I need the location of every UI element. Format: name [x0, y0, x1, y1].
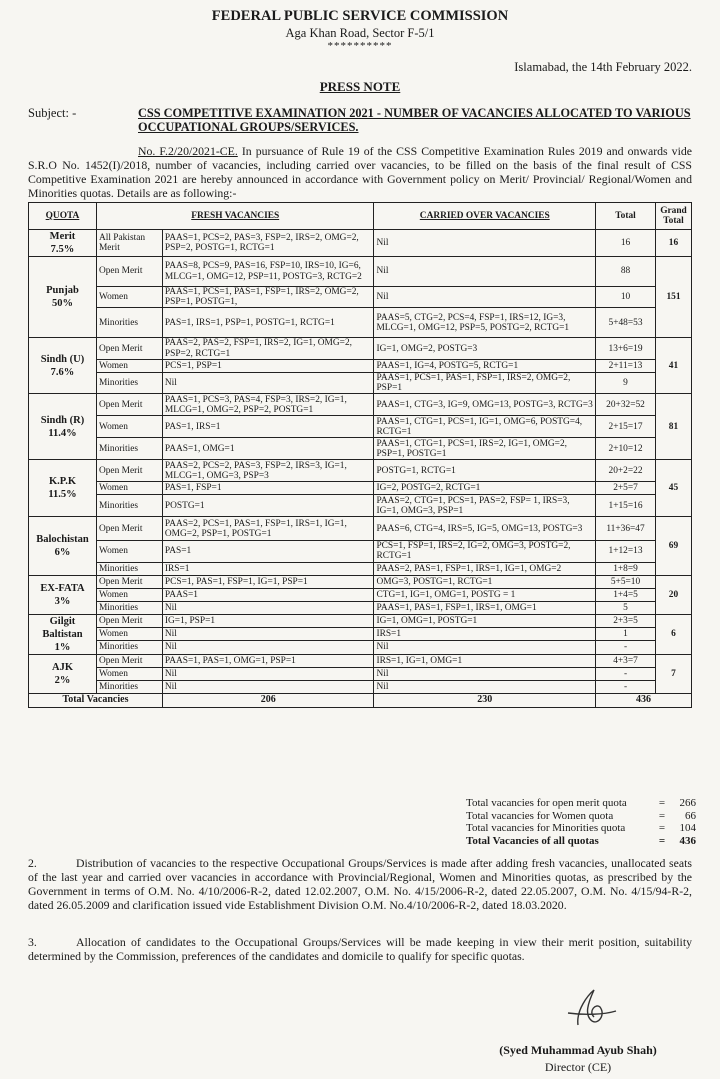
- total-cell: 1+8=9: [596, 562, 656, 575]
- grand-total-cell: 81: [655, 394, 691, 460]
- quota-percent: 50%: [51, 298, 73, 310]
- total-cell: 5: [596, 601, 656, 614]
- carried-vacancies-cell: PAAS=1, IG=4, POSTG=5, RCTG=1: [374, 359, 596, 372]
- quota-name: EX-FATA: [40, 582, 85, 594]
- quota-cell: [29, 575, 97, 614]
- totals-grand: 436: [596, 693, 692, 707]
- quota-cell: [29, 257, 97, 338]
- category-cell: Women: [96, 416, 162, 438]
- total-cell: 2+5=7: [596, 482, 656, 495]
- total-cell: -: [596, 680, 656, 693]
- table-row: [29, 230, 692, 257]
- total-cell: 88: [596, 257, 656, 287]
- quota-name: Balochistan: [36, 533, 89, 545]
- summary-row: [466, 810, 696, 823]
- total-cell: 1+15=16: [596, 495, 656, 517]
- table-row: [29, 495, 692, 517]
- total-cell: 11+36=47: [596, 517, 656, 541]
- carried-vacancies-cell: Nil: [374, 680, 596, 693]
- fresh-vacancies-cell: PAAS=2, PAS=2, FSP=1, IRS=2, IG=1, OMG=2, PSP=2, RCTG=1: [162, 338, 374, 359]
- header-quota: QUOTA: [29, 203, 97, 230]
- table-row: [29, 394, 692, 416]
- table-row: [29, 416, 692, 438]
- quota-name: Merit: [49, 231, 76, 242]
- fresh-vacancies-cell: Nil: [162, 601, 374, 614]
- fresh-vacancies-cell: PAS=1, IRS=1, PSP=1, POSTG=1, RCTG=1: [162, 308, 374, 338]
- total-cell: 20+32=52: [596, 394, 656, 416]
- fresh-vacancies-cell: Nil: [162, 641, 374, 654]
- fresh-vacancies-cell: Nil: [162, 680, 374, 693]
- total-cell: 2+15=17: [596, 416, 656, 438]
- category-cell: Minorities: [96, 495, 162, 517]
- fresh-vacancies-cell: Nil: [162, 372, 374, 393]
- table-row: [29, 482, 692, 495]
- quota-percent: 11.4%: [48, 427, 77, 439]
- category-cell: Minorities: [96, 372, 162, 393]
- fresh-vacancies-cell: PAS=1, FSP=1: [162, 482, 374, 495]
- carried-vacancies-cell: IRS=1: [374, 627, 596, 640]
- table-row: [29, 460, 692, 482]
- category-cell: Women: [96, 482, 162, 495]
- category-cell: Minorities: [96, 641, 162, 654]
- org-address: Aga Khan Road, Sector F-5/1: [285, 26, 435, 40]
- fresh-vacancies-cell: IRS=1: [162, 562, 374, 575]
- table-row: [29, 517, 692, 541]
- fresh-vacancies-cell: PAAS=1, OMG=1: [162, 438, 374, 460]
- fresh-vacancies-cell: PAAS=8, PCS=9, PAS=16, FSP=10, IRS=10, IG=6, MLCG=1, OMG=12, PSP=11, POSTG=3, RCTG=2: [162, 257, 374, 287]
- totals-row: [29, 693, 692, 707]
- table-row: [29, 562, 692, 575]
- fresh-vacancies-cell: PAAS=1, PAS=1, OMG=1, PSP=1: [162, 654, 374, 667]
- total-cell: 10: [596, 287, 656, 308]
- carried-vacancies-cell: PAAS=1, PCS=1, PAS=1, FSP=1, IRS=2, OMG=2, PSP=1: [374, 372, 596, 393]
- fresh-vacancies-cell: PAAS=1, PCS=3, PAS=4, FSP=3, IRS=2, IG=1, MLCG=1, OMG=2, PSP=2, POSTG=1: [162, 394, 374, 416]
- category-cell: Minorities: [96, 562, 162, 575]
- category-cell: Minorities: [96, 308, 162, 338]
- issue-date: Islamabad, the 14th February 2022.: [514, 60, 692, 74]
- fresh-vacancies-cell: PAAS=1: [162, 588, 374, 601]
- summary-label: Total vacancies for Women quota: [466, 809, 614, 822]
- fresh-vacancies-cell: PAAS=1, PCS=2, PAS=3, FSP=2, IRS=2, OMG=2, PSP=2, POSTG=1, RCTG=1: [162, 230, 374, 257]
- table-row: [29, 438, 692, 460]
- category-cell: Women: [96, 541, 162, 562]
- table-row: [29, 588, 692, 601]
- category-cell: Minorities: [96, 601, 162, 614]
- carried-vacancies-cell: POSTG=1, RCTG=1: [374, 460, 596, 482]
- table-body: [29, 230, 692, 708]
- category-cell: Minorities: [96, 438, 162, 460]
- table-row: [29, 308, 692, 338]
- grand-total-cell: 151: [655, 257, 691, 338]
- category-cell: Women: [96, 359, 162, 372]
- category-cell: Open Merit: [96, 517, 162, 541]
- table-row: [29, 372, 692, 393]
- quota-percent: 7.5%: [50, 244, 75, 255]
- quota-name: Sindh (R): [40, 414, 85, 426]
- quota-percent: 1%: [54, 641, 71, 653]
- total-cell: 1+4=5: [596, 588, 656, 601]
- table-row: [29, 654, 692, 667]
- signatory-name: (Syed Muhammad Ayub Shah): [499, 1043, 657, 1057]
- carried-vacancies-cell: Nil: [374, 230, 596, 257]
- totals-fresh: 206: [162, 693, 374, 707]
- carried-vacancies-cell: PAAS=1, CTG=3, IG=9, OMG=13, POSTG=3, RCTG=3: [374, 394, 596, 416]
- carried-vacancies-cell: PAAS=5, CTG=2, PCS=4, FSP=1, IRS=12, IG=3, MLCG=1, OMG=12, PSP=5, POSTG=2, RCTG=1: [374, 308, 596, 338]
- total-cell: 1+12=13: [596, 541, 656, 562]
- signature-image: [548, 985, 628, 1030]
- summary-row: [466, 822, 696, 835]
- category-cell: Open Merit: [96, 614, 162, 627]
- quota-cell: [29, 614, 97, 654]
- carried-vacancies-cell: PAAS=2, CTG=1, PCS=1, PAS=2, FSP= 1, IRS=3, IG=1, OMG=3, PSP=1: [374, 495, 596, 517]
- equals-sign: =: [658, 809, 666, 822]
- quota-name: AJK: [51, 661, 73, 673]
- carried-vacancies-cell: IG=2, POSTG=2, RCTG=1: [374, 482, 596, 495]
- equals-sign: =: [658, 834, 666, 847]
- intro-paragraph: [28, 144, 692, 200]
- grand-total-cell: 45: [655, 460, 691, 517]
- equals-sign: =: [658, 797, 666, 809]
- fresh-vacancies-cell: Nil: [162, 667, 374, 680]
- total-cell: 20+2=22: [596, 460, 656, 482]
- vacancy-table: [28, 202, 692, 708]
- table-row: [29, 601, 692, 614]
- table-row: [29, 627, 692, 640]
- total-cell: 16: [596, 230, 656, 257]
- reference-number: No. F.2/20/2021-CE.: [138, 144, 238, 158]
- quota-cell: [29, 338, 97, 394]
- subject-label: Subject: -: [28, 106, 77, 120]
- quota-cell: [29, 460, 97, 517]
- paragraph-3-number: 3.: [28, 935, 37, 949]
- carried-vacancies-cell: IG=1, OMG=1, POSTG=1: [374, 614, 596, 627]
- total-cell: -: [596, 641, 656, 654]
- grand-total-cell: 6: [655, 614, 691, 654]
- category-cell: Open Merit: [96, 460, 162, 482]
- fresh-vacancies-cell: PAAS=2, PCS=1, PAS=1, FSP=1, IRS=1, IG=1, OMG=2, PSP=1, POSTG=1: [162, 517, 374, 541]
- quota-percent: 6%: [54, 546, 71, 558]
- carried-vacancies-cell: Nil: [374, 641, 596, 654]
- carried-vacancies-cell: OMG=3, POSTG=1, RCTG=1: [374, 575, 596, 588]
- total-cell: 2+10=12: [596, 438, 656, 460]
- fresh-vacancies-cell: Nil: [162, 627, 374, 640]
- category-cell: All Pakistan Merit: [96, 230, 162, 257]
- totals-label: Total Vacancies: [29, 693, 163, 707]
- quota-cell: [29, 517, 97, 575]
- grand-total-cell: 69: [655, 517, 691, 575]
- paragraph-2-number: 2.: [28, 856, 37, 870]
- fresh-vacancies-cell: IG=1, PSP=1: [162, 614, 374, 627]
- total-cell: 1: [596, 627, 656, 640]
- total-cell: 4+3=7: [596, 654, 656, 667]
- carried-vacancies-cell: PAAS=6, CTG=4, IRS=5, IG=5, OMG=13, POSTG=3: [374, 517, 596, 541]
- fresh-vacancies-cell: PAS=1, IRS=1: [162, 416, 374, 438]
- table-row: [29, 575, 692, 588]
- summary-row: [466, 797, 696, 810]
- category-cell: Women: [96, 588, 162, 601]
- quota-cell: [29, 230, 97, 257]
- carried-vacancies-cell: PAAS=2, PAS=1, FSP=1, IRS=1, IG=1, OMG=2: [374, 562, 596, 575]
- header-grand-total: Grand Total: [655, 203, 691, 230]
- category-cell: Minorities: [96, 680, 162, 693]
- carried-vacancies-cell: Nil: [374, 257, 596, 287]
- header-carried: CARRIED OVER VACANCIES: [374, 203, 596, 230]
- quota-name: K.P.K: [48, 476, 76, 488]
- carried-vacancies-cell: Nil: [374, 667, 596, 680]
- quota-summary: [466, 797, 696, 847]
- table-row: [29, 680, 692, 693]
- quota-name: Sindh (U): [40, 353, 85, 365]
- paragraph-3-text: Allocation of candidates to the Occupational Groups/Services will be made keeping in view their merit position, suitability determined by the Commission, preferences of the candidates and domicile to qualify for specific quotas.: [28, 935, 692, 963]
- summary-label: Total vacancies for open merit quota: [466, 797, 627, 809]
- grand-total-cell: 16: [655, 230, 691, 257]
- carried-vacancies-cell: PAAS=1, CTG=1, PCS=1, IRS=2, IG=1, OMG=2, PSP=1, POSTG=1: [374, 438, 596, 460]
- carried-vacancies-cell: CTG=1, IG=1, OMG=1, POSTG = 1: [374, 588, 596, 601]
- carried-vacancies-cell: Nil: [374, 287, 596, 308]
- paragraph-3: [28, 935, 692, 963]
- category-cell: Women: [96, 287, 162, 308]
- table-row: [29, 614, 692, 627]
- table-header-row: [29, 203, 692, 230]
- quota-percent: 2%: [54, 674, 71, 686]
- summary-value: 266: [679, 797, 696, 809]
- press-note-title: PRESS NOTE: [319, 79, 401, 94]
- carried-vacancies-cell: PCS=1, FSP=1, IRS=2, IG=2, OMG=3, POSTG=2, RCTG=1: [374, 541, 596, 562]
- category-cell: Open Merit: [96, 338, 162, 359]
- grand-total-cell: 20: [655, 575, 691, 614]
- org-name: FEDERAL PUBLIC SERVICE COMMISSION: [211, 8, 509, 24]
- header-total: Total: [596, 203, 656, 230]
- fresh-vacancies-cell: PAAS=2, PCS=2, PAS=3, FSP=2, IRS=3, IG=1, MLCG=1, OMG=3, PSP=3: [162, 460, 374, 482]
- total-cell: 5+48=53: [596, 308, 656, 338]
- subject-text: CSS COMPETITIVE EXAMINATION 2021 - NUMBER OF VACANCIES ALLOCATED TO VARIOUS OCCUPATIONAL GROUPS/SERVICES.: [138, 106, 691, 134]
- intro-text: In pursuance of Rule 19 of the CSS Competitive Examination Rules 2019 and onwards vide S.R.O No. 1452(I)/2018, number of vacancies, including carried over vacancies, to be filled on the basis of the final result of CSS Competitive Examination 2021 are hereby announced in accordance with Government policy on Merit/ Provincial/ Regional/Women and Minorities quotas. Details are as following:-: [28, 144, 692, 200]
- carried-vacancies-cell: IRS=1, IG=1, OMG=1: [374, 654, 596, 667]
- grand-total-cell: 41: [655, 338, 691, 394]
- summary-label: Total vacancies for Minorities quota: [466, 822, 626, 834]
- grand-total-cell: 7: [655, 654, 691, 693]
- quota-percent: 11.5%: [48, 489, 77, 501]
- fresh-vacancies-cell: PAS=1: [162, 541, 374, 562]
- table-row: [29, 287, 692, 308]
- category-cell: Open Merit: [96, 654, 162, 667]
- totals-carried: 230: [374, 693, 596, 707]
- fresh-vacancies-cell: PCS=1, PAS=1, FSP=1, IG=1, PSP=1: [162, 575, 374, 588]
- category-cell: Women: [96, 627, 162, 640]
- carried-vacancies-cell: PAAS=1, PAS=1, FSP=1, IRS=1, OMG=1: [374, 601, 596, 614]
- paragraph-2: [28, 856, 692, 912]
- table-row: [29, 641, 692, 654]
- fresh-vacancies-cell: PAAS=1, PCS=1, PAS=1, FSP=1, IRS=2, OMG=2, PSP=1, POSTG=1,: [162, 287, 374, 308]
- quota-percent: 7.6%: [50, 366, 75, 378]
- header-fresh: FRESH VACANCIES: [96, 203, 374, 230]
- total-cell: 2+3=5: [596, 614, 656, 627]
- quota-percent: 3%: [54, 595, 71, 607]
- category-cell: Open Merit: [96, 575, 162, 588]
- carried-vacancies-cell: IG=1, OMG=2, POSTG=3: [374, 338, 596, 359]
- table-row: [29, 338, 692, 359]
- quota-name: Gilgit Baltistan: [42, 615, 83, 640]
- quota-cell: [29, 394, 97, 460]
- carried-vacancies-cell: PAAS=1, CTG=1, PCS=1, IG=1, OMG=6, POSTG=4, RCTG=1: [374, 416, 596, 438]
- total-cell: 5+5=10: [596, 575, 656, 588]
- signatory-designation: Director (CE): [544, 1060, 612, 1074]
- total-cell: -: [596, 667, 656, 680]
- summary-label: Total Vacancies of all quotas: [466, 834, 599, 847]
- quota-name: Punjab: [46, 285, 79, 297]
- summary-value: 436: [679, 834, 696, 847]
- summary-value: 104: [679, 822, 696, 834]
- summary-row: [466, 835, 696, 848]
- category-cell: Women: [96, 667, 162, 680]
- header-stars: **********: [327, 40, 393, 52]
- equals-sign: =: [658, 822, 666, 834]
- fresh-vacancies-cell: POSTG=1: [162, 495, 374, 517]
- total-cell: 2+11=13: [596, 359, 656, 372]
- category-cell: Open Merit: [96, 394, 162, 416]
- category-cell: Open Merit: [96, 257, 162, 287]
- summary-value: 66: [685, 809, 696, 822]
- table-row: [29, 667, 692, 680]
- total-cell: 9: [596, 372, 656, 393]
- total-cell: 13+6=19: [596, 338, 656, 359]
- table-row: [29, 359, 692, 372]
- fresh-vacancies-cell: PCS=1, PSP=1: [162, 359, 374, 372]
- table-row: [29, 541, 692, 562]
- table-row: [29, 257, 692, 287]
- paragraph-2-text: Distribution of vacancies to the respective Occupational Groups/Services is made after adding fresh vacancies, unallocated seats of the last year and carried over vacancies in accordance with Provincial/Regional, Women and Minorities quotas, as prescribed by the Government in terms of O.M. No. 4/10/2006-R-2, dated 12.02.2007, O.M. No. 4/15/2006-R-2, dated 22.05.2007, O.M. No. 4/15/94-R-2, dated 26.05.2009 and clarification issued vide Establishment Division O.M. No.4/10/2006-R-2, dated 18.03.2020.: [28, 856, 692, 912]
- quota-cell: [29, 654, 97, 693]
